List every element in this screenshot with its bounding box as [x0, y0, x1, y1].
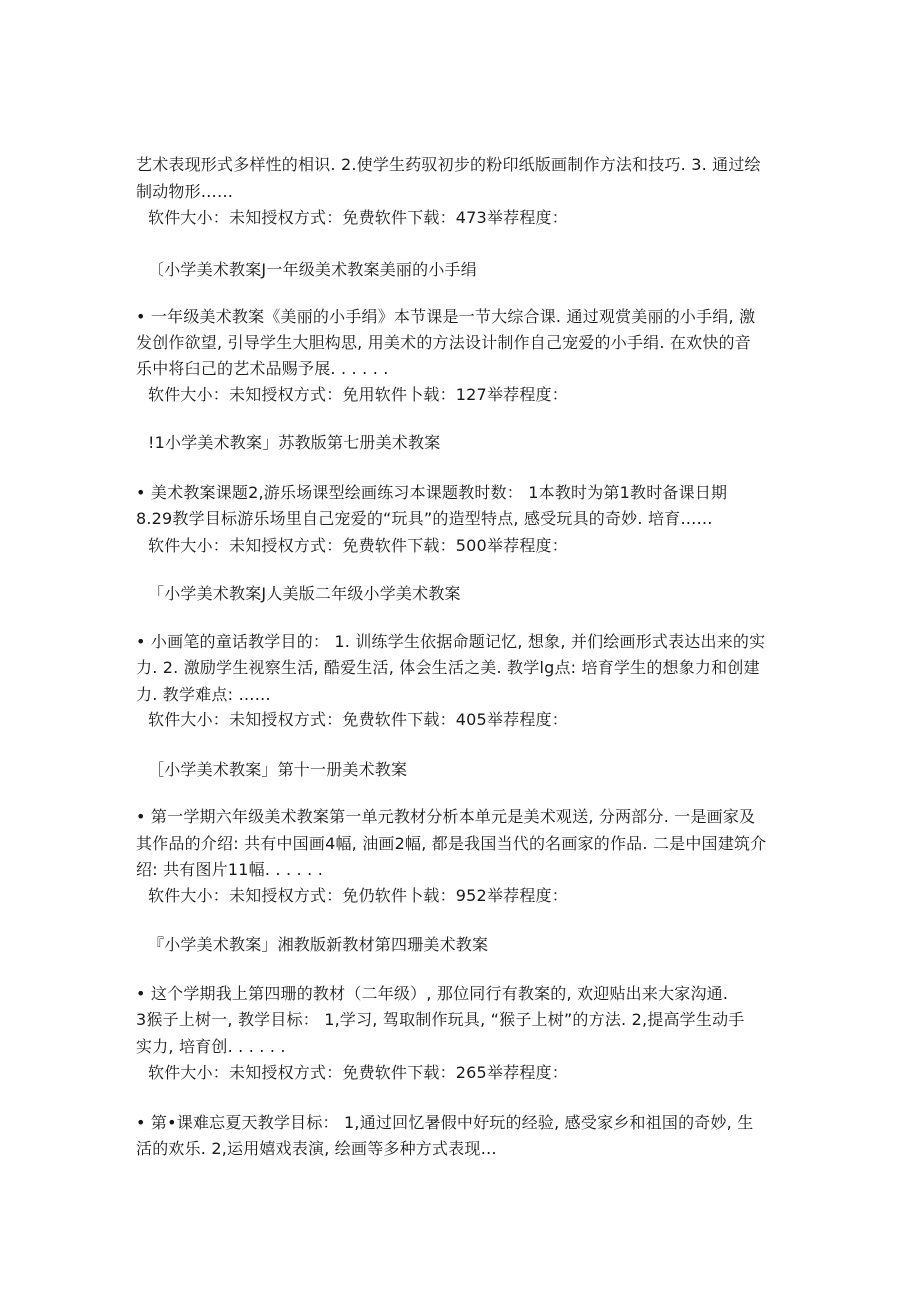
entry-description-line: • 第一学期六年级美术教案第一单元教材分析本单元是美术观送, 分两部分. 一是画家及 [136, 807, 756, 826]
intro-text-line: 艺术表现形式多样性的相识. 2.使学生药驭初步的粉印纸版画制作方法和技巧. 3. 通过绘 [136, 155, 761, 174]
entry-description-line: 活的欢乐. 2,运用嬉戏表演, 绘画等多种方式表现… [136, 1139, 497, 1158]
entry-description-line: • 这个学期我上第四珊的教材（二年级）, 那位同行有教案的, 欢迎贴出来大家沟通. [136, 984, 729, 1003]
entry-description-line: 力. 2. 激励学生视察生活, 酷爱生活, 体会生活之美. 教学lg点: 培育学生的想象力和创建 [136, 658, 760, 677]
entry-description-line: • 一年级美术教案《美丽的小手绢》本节课是一节大综合课. 通过观赏美丽的小手绢, 激 [136, 307, 756, 326]
entry-description-line: • 小画笔的童话教学目的： 1. 训练学生依据命题记忆, 想象, 并们绘画形式表达出来的实 [136, 632, 766, 651]
entry-title[interactable]: !1小学美术教案」苏教版第七册美术教案 [148, 433, 441, 452]
software-meta: 软件大小：未知授权方式：免费软件下载：265举荐程度： [148, 1063, 568, 1082]
entry-title[interactable]: 『小学美术教案」湘教版新教材第四珊美术教案 [148, 935, 489, 954]
software-meta: 软件大小：未知授权方式：免仍软件卜载：952举荐程度： [148, 886, 568, 905]
entry-description-line: 3猴子上树一, 教学目标： 1,学习, 驾取制作玩具, “猴子上树”的方法. 2,提高学生动手 [136, 1010, 745, 1029]
entry-description-line: 乐中将臼己的艺术品赐予展. . . . . . [136, 359, 389, 378]
software-meta: 软件大小：未知授权方式：免费软件下载：405举荐程度： [148, 710, 568, 729]
entry-description-line: 其作品的介绍: 共有中国画4幅, 油画2幅, 都是我国当代的名画家的作品. 二是中国建筑介 [136, 834, 767, 853]
software-meta: 软件大小：未知授权方式：免用软件卜载：127举荐程度： [148, 385, 568, 404]
entry-description-line: 力. 教学难点: …… [136, 685, 271, 704]
entry-description-line: • 第•课难忘夏天教学目标： 1,通过回忆暑假中好玩的经验, 感受家乡和祖国的奇妙, 生 [136, 1113, 754, 1132]
entry-title[interactable]: ［小学美术教案」第十一册美术教案 [148, 760, 408, 779]
software-meta: 软件大小：未知授权方式：免费软件下载：473举荐程度： [148, 208, 568, 227]
entry-description-line: • 美术教案课题2,游乐场课型绘画练习本课题教时数： 1本教时为第1教时备课日期 [136, 483, 728, 502]
software-meta: 软件大小：未知授权方式：免费软件下载：500举荐程度： [148, 536, 568, 555]
entry-title[interactable]: 「小学美术教案J人美版二年级小学美术教案 [148, 584, 461, 603]
entry-description-line: 8.29教学目标游乐场里自己宠爱的“玩具”的造型特点, 感受玩具的奇妙. 培育…… [136, 509, 713, 528]
entry-description-line: 发创作欲望, 引导学生大胆构思, 用美术的方法设计制作自己宠爱的小手绢. 在欢快的音 [136, 333, 751, 352]
intro-text-line: 制动物形…… [136, 182, 234, 201]
entry-description-line: 实力, 培育创. . . . . . [136, 1037, 286, 1056]
entry-description-line: 绍: 共有图片11幅. . . . . . [136, 860, 323, 879]
entry-title[interactable]: 〔小学美术教案J一年级美术教案美丽的小手绢 [148, 260, 477, 279]
